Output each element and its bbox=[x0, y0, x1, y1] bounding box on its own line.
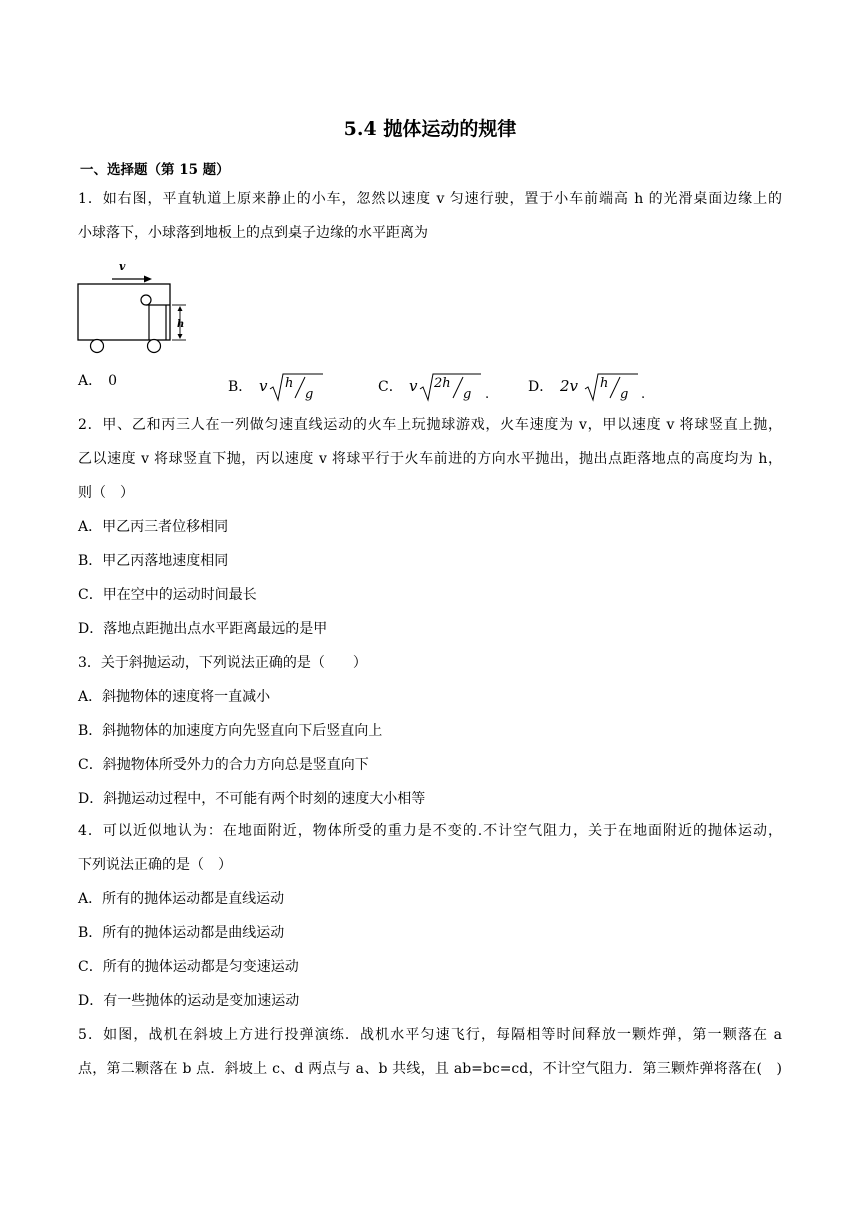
figure-height-label: h bbox=[177, 319, 185, 330]
question-2-line-2: 乙以速度 v 将球竖直下抛，丙以速度 v 将球平行于火车前进的方向水平抛出，抛出点距落地点的高度均为 h， bbox=[78, 451, 782, 467]
question-4-option-b: B．所有的抛体运动都是曲线运动 bbox=[78, 925, 285, 941]
question-4-option-a: A．所有的抛体运动都是直线运动 bbox=[78, 891, 285, 907]
page-title: 5.4 抛体运动的规律 bbox=[343, 118, 517, 140]
svg-text:g: g bbox=[463, 387, 472, 402]
velocity-arrow-head bbox=[144, 276, 152, 283]
wheel-right bbox=[148, 340, 161, 353]
section-heading: 一、选择题（第 15 题） bbox=[80, 162, 230, 178]
question-2-option-d: D．落地点距抛出点水平距离最远的是甲 bbox=[78, 621, 328, 637]
question-5-line-1: 5．如图，战机在斜坡上方进行投弹演练．战机水平匀速飞行，每隔相等时间释放一颗炸弹，第一颗落在 a bbox=[78, 1027, 782, 1043]
question-4-line-1: 4．可以近似地认为：在地面附近，物体所受的重力是不变的.不计空气阻力，关于在地面附近的抛体运动， bbox=[78, 823, 782, 839]
question-2-line-3: 则（ ） bbox=[78, 485, 134, 501]
svg-text:h: h bbox=[284, 376, 294, 391]
svg-text:v: v bbox=[258, 377, 268, 395]
height-arrow-down bbox=[178, 334, 183, 339]
q1-option-b: B． v h g bbox=[228, 370, 327, 404]
svg-text:g: g bbox=[304, 387, 314, 402]
ball bbox=[141, 295, 151, 305]
svg-text:.: . bbox=[485, 387, 490, 402]
q1-option-d-formula bbox=[558, 370, 648, 404]
svg-text:2h: 2h bbox=[434, 376, 451, 391]
question-2-line-1: 2．甲、乙和丙三人在一列做匀速直线运动的火车上玩抛球游戏，火车速度为 v，甲以速度 v 将球竖直上抛， bbox=[78, 417, 782, 433]
q1-option-a: A． 0 bbox=[78, 373, 118, 389]
question-1-line-1: 1．如右图，平直轨道上原来静止的小车，忽然以速度 v 匀速行驶，置于小车前端高 h 的光滑桌面边缘上的 bbox=[78, 191, 782, 207]
svg-text:.: . bbox=[640, 387, 645, 402]
question-3-option-d: D．斜抛运动过程中，不可能有两个时刻的速度大小相等 bbox=[78, 791, 426, 807]
height-arrow-up bbox=[178, 306, 183, 311]
wheel-left bbox=[91, 340, 104, 353]
svg-text:2v: 2v bbox=[559, 377, 578, 395]
figure-velocity-label: v bbox=[119, 260, 126, 273]
question-5-line-2: 点，第二颗落在 b 点．斜坡上 c、d 两点与 a、b 共线，且 ab=bc=cd，不计空气阻力．第三颗炸弹将落在( ) bbox=[78, 1061, 782, 1077]
question-4-option-d: D．有一些抛体的运动是变加速运动 bbox=[78, 993, 300, 1009]
question-4-option-c: C．所有的抛体运动都是匀变速运动 bbox=[78, 959, 299, 975]
q1-option-c: C． v 2h g . bbox=[378, 370, 493, 404]
svg-text:g: g bbox=[619, 387, 629, 402]
q1-option-b-formula bbox=[257, 370, 327, 404]
question-3-option-a: A．斜抛物体的速度将一直减小 bbox=[78, 689, 271, 705]
q1-option-d: D． 2v h g . bbox=[528, 370, 648, 404]
question-1-line-2: 小球落下，小球落到地板上的点到桌子边缘的水平距离为 bbox=[78, 225, 428, 241]
question-2-option-b: B．甲乙丙落地速度相同 bbox=[78, 553, 229, 569]
question-3-stem: 3．关于斜抛运动，下列说法正确的是（ ） bbox=[78, 655, 367, 671]
svg-text:h: h bbox=[599, 376, 609, 391]
cart-body bbox=[78, 284, 170, 340]
cart-figure bbox=[74, 258, 204, 358]
question-4-line-2: 下列说法正确的是（ ） bbox=[78, 857, 232, 873]
q1-option-c-formula bbox=[407, 370, 493, 404]
svg-text:v: v bbox=[409, 377, 418, 395]
question-2-option-a: A．甲乙丙三者位移相同 bbox=[78, 519, 229, 535]
question-2-option-c: C．甲在空中的运动时间最长 bbox=[78, 587, 257, 603]
question-3-option-b: B．斜抛物体的加速度方向先竖直向下后竖直向上 bbox=[78, 723, 383, 739]
question-3-option-c: C．斜抛物体所受外力的合力方向总是竖直向下 bbox=[78, 757, 369, 773]
